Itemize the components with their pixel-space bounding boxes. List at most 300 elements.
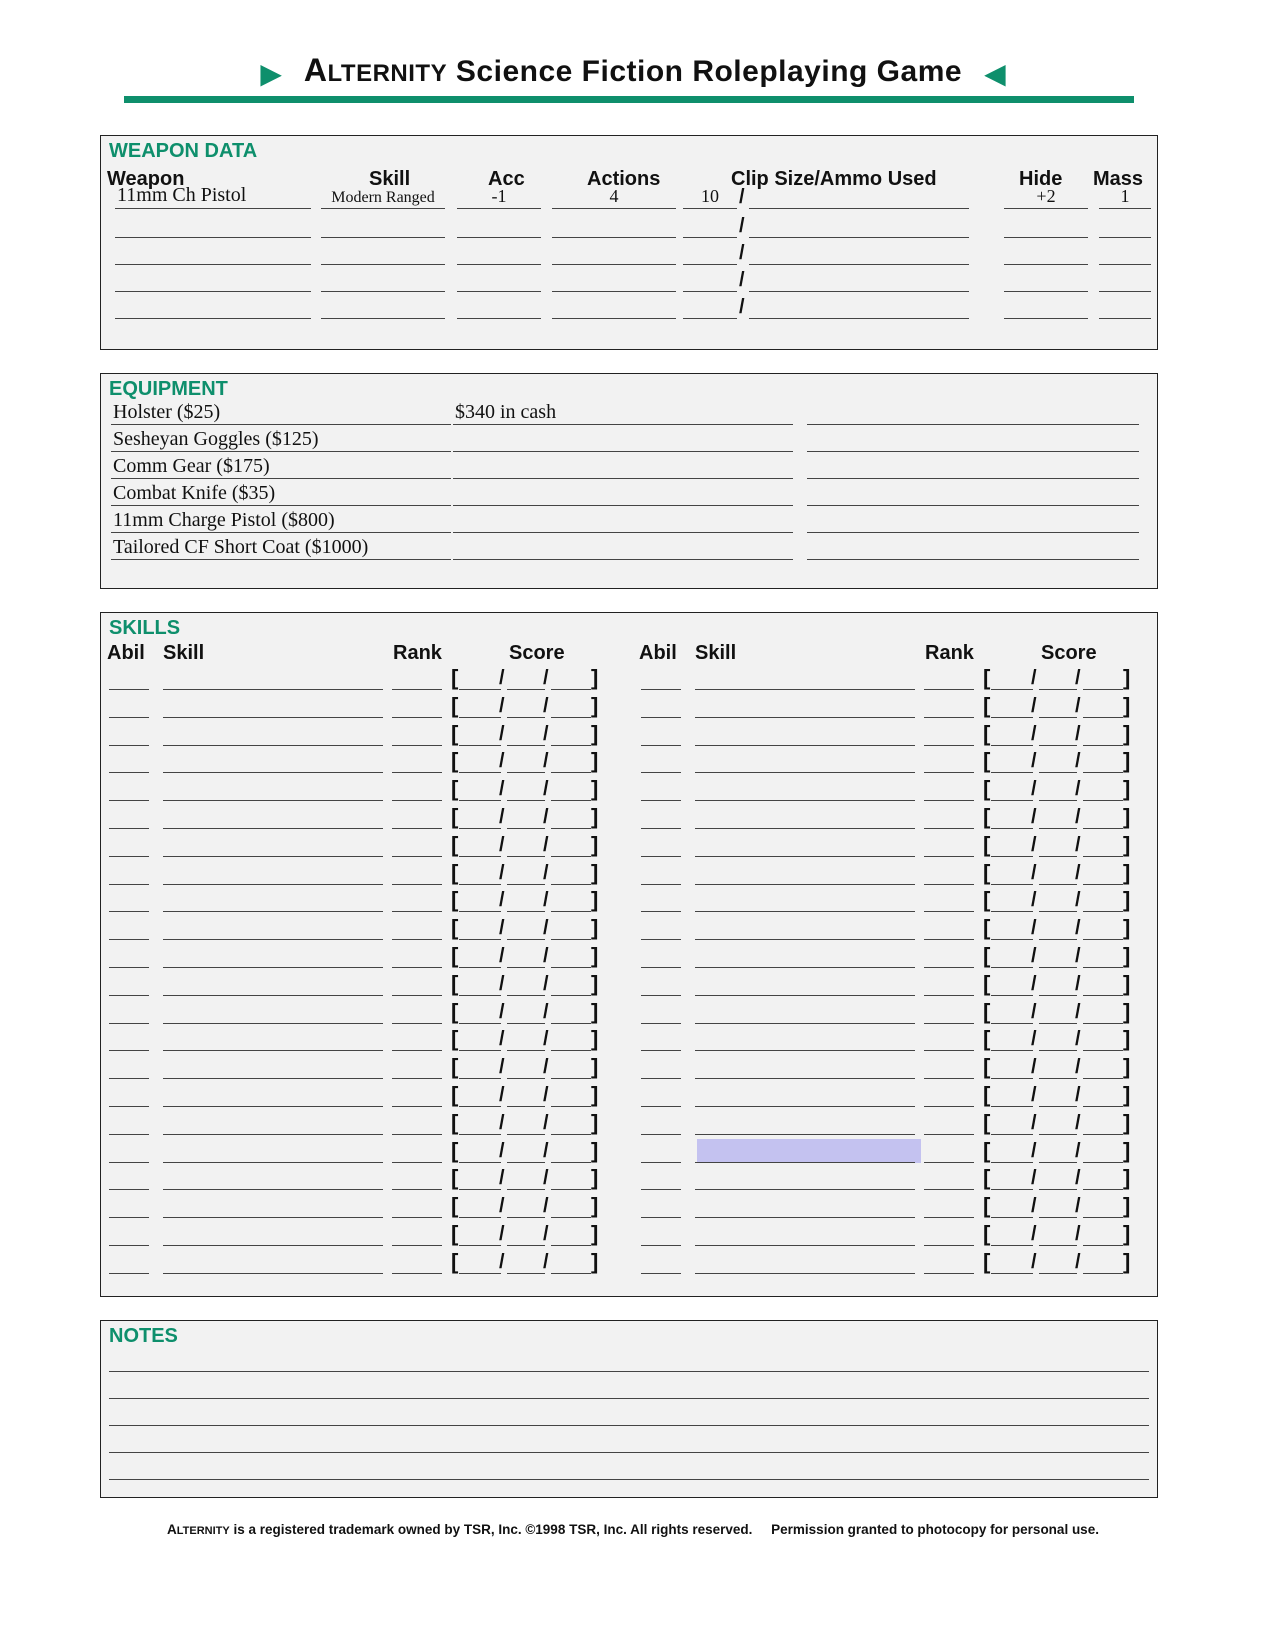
skill-abil-field-right[interactable] [641,884,681,885]
skill-rank-field-right[interactable] [924,967,974,968]
equipment-item-col1[interactable] [111,509,451,533]
skill-abil-field-right[interactable] [641,1245,681,1246]
skill-name-field-left[interactable] [163,1189,383,1190]
skill-abil-field-right[interactable] [641,1217,681,1218]
skill-score-good-right[interactable] [1039,856,1077,857]
weapon-hide-field[interactable] [1004,318,1088,319]
skill-score-amazing-right[interactable] [1083,828,1123,829]
skill-score-ordinary-right[interactable] [991,995,1033,996]
skill-rank-field-right[interactable] [924,800,974,801]
weapon-ammo-field[interactable] [749,264,969,265]
skill-score-good-right[interactable] [1039,1134,1077,1135]
skill-score-amazing-left[interactable] [551,1189,591,1190]
skill-score-amazing-right[interactable] [1083,1050,1123,1051]
equipment-item-col3[interactable] [807,532,1139,533]
skill-score-good-right[interactable] [1039,745,1077,746]
skill-score-good-right[interactable] [1039,995,1077,996]
skill-score-ordinary-right[interactable] [991,745,1033,746]
skill-abil-field-left[interactable] [109,1217,149,1218]
skill-name-field-right[interactable] [695,689,915,690]
skill-score-good-left[interactable] [507,828,545,829]
skill-rank-field-left[interactable] [392,1134,442,1135]
skill-name-field-left[interactable] [163,939,383,940]
skill-score-good-left[interactable] [507,717,545,718]
skill-score-ordinary-right[interactable] [991,856,1033,857]
skill-abil-field-left[interactable] [109,1106,149,1107]
skill-rank-field-left[interactable] [392,745,442,746]
skill-score-good-left[interactable] [507,911,545,912]
skill-score-ordinary-right[interactable] [991,800,1033,801]
skill-score-amazing-right[interactable] [1083,1217,1123,1218]
skill-name-field-right[interactable] [695,717,915,718]
equipment-item-col3[interactable] [807,505,1139,506]
skill-score-good-right[interactable] [1039,1078,1077,1079]
skill-score-ordinary-left[interactable] [459,1189,501,1190]
skill-rank-field-left[interactable] [392,1162,442,1163]
equipment-item-col3[interactable] [807,424,1139,425]
weapon-acc-field[interactable] [457,318,541,319]
skill-name-field-left[interactable] [163,1050,383,1051]
skill-score-ordinary-right[interactable] [991,772,1033,773]
weapon-mass-field[interactable] [1099,291,1151,292]
skill-score-ordinary-left[interactable] [459,911,501,912]
skill-rank-field-left[interactable] [392,689,442,690]
skill-score-amazing-left[interactable] [551,828,591,829]
skill-score-ordinary-right[interactable] [991,717,1033,718]
skill-rank-field-right[interactable] [924,1106,974,1107]
skill-score-good-right[interactable] [1039,1050,1077,1051]
skill-rank-field-left[interactable] [392,828,442,829]
equipment-item-col2[interactable] [453,532,793,533]
skill-abil-field-right[interactable] [641,995,681,996]
skill-rank-field-left[interactable] [392,1106,442,1107]
skill-name-field-left[interactable] [163,800,383,801]
skill-rank-field-left[interactable] [392,1078,442,1079]
skill-rank-field-right[interactable] [924,911,974,912]
skill-name-field-left[interactable] [163,967,383,968]
weapon-actions-field[interactable] [552,237,676,238]
skill-score-good-right[interactable] [1039,967,1077,968]
skill-name-field-right[interactable] [695,1134,915,1135]
skill-score-ordinary-right[interactable] [991,1134,1033,1135]
skill-score-ordinary-left[interactable] [459,939,501,940]
weapon-skill-field[interactable] [321,189,445,209]
skill-score-amazing-left[interactable] [551,1106,591,1107]
skill-score-ordinary-left[interactable] [459,772,501,773]
equipment-item-col1[interactable] [111,455,451,479]
weapon-actions-field[interactable] [552,186,676,209]
skill-name-field-right[interactable] [695,967,915,968]
skill-name-field-left[interactable] [163,689,383,690]
weapon-mass-field[interactable] [1099,186,1151,209]
skill-abil-field-left[interactable] [109,967,149,968]
skill-score-ordinary-right[interactable] [991,967,1033,968]
skill-rank-field-right[interactable] [924,856,974,857]
skill-rank-field-left[interactable] [392,1245,442,1246]
equipment-item-col3[interactable] [807,478,1139,479]
skill-abil-field-left[interactable] [109,717,149,718]
weapon-mass-field[interactable] [1099,318,1151,319]
skill-rank-field-right[interactable] [924,1245,974,1246]
skill-score-ordinary-right[interactable] [991,689,1033,690]
notes-line[interactable] [109,1452,1149,1453]
skill-rank-field-left[interactable] [392,967,442,968]
skill-name-field-right[interactable] [695,1273,915,1274]
skill-score-amazing-left[interactable] [551,856,591,857]
equipment-item-col1[interactable] [111,536,451,560]
skill-score-amazing-right[interactable] [1083,939,1123,940]
notes-line[interactable] [109,1371,1149,1372]
skill-name-field-left[interactable] [163,1023,383,1024]
skill-score-ordinary-right[interactable] [991,828,1033,829]
skill-name-field-right[interactable] [695,856,915,857]
skill-score-amazing-right[interactable] [1083,884,1123,885]
skill-abil-field-left[interactable] [109,911,149,912]
skill-name-field-left[interactable] [163,745,383,746]
skill-abil-field-left[interactable] [109,884,149,885]
skill-rank-field-right[interactable] [924,1023,974,1024]
skill-name-field-right[interactable] [695,1217,915,1218]
skill-score-good-left[interactable] [507,967,545,968]
skill-name-field-left[interactable] [163,1245,383,1246]
skill-score-ordinary-left[interactable] [459,745,501,746]
skill-rank-field-right[interactable] [924,1162,974,1163]
skill-rank-field-right[interactable] [924,884,974,885]
skill-name-field-right[interactable] [695,1078,915,1079]
skill-score-ordinary-left[interactable] [459,1078,501,1079]
skill-rank-field-right[interactable] [924,689,974,690]
skill-score-good-left[interactable] [507,745,545,746]
weapon-acc-field[interactable] [457,237,541,238]
skill-score-good-right[interactable] [1039,1023,1077,1024]
skill-score-amazing-left[interactable] [551,717,591,718]
skill-score-amazing-left[interactable] [551,884,591,885]
skill-score-ordinary-left[interactable] [459,1134,501,1135]
skill-score-good-left[interactable] [507,939,545,940]
skill-abil-field-left[interactable] [109,689,149,690]
skill-score-good-left[interactable] [507,884,545,885]
weapon-ammo-field[interactable] [749,291,969,292]
skill-score-amazing-left[interactable] [551,1162,591,1163]
weapon-clip-field[interactable] [683,291,737,292]
skill-name-field-right[interactable] [695,745,915,746]
skill-score-amazing-right[interactable] [1083,772,1123,773]
weapon-hide-field[interactable] [1004,291,1088,292]
skill-score-good-right[interactable] [1039,828,1077,829]
skill-score-good-left[interactable] [507,772,545,773]
skill-score-ordinary-right[interactable] [991,1189,1033,1190]
skill-score-ordinary-left[interactable] [459,1050,501,1051]
skill-rank-field-right[interactable] [924,1134,974,1135]
skill-abil-field-left[interactable] [109,745,149,746]
skill-abil-field-left[interactable] [109,1273,149,1274]
skill-score-amazing-right[interactable] [1083,911,1123,912]
skill-rank-field-left[interactable] [392,884,442,885]
skill-score-amazing-right[interactable] [1083,800,1123,801]
skill-score-good-right[interactable] [1039,1245,1077,1246]
skill-abil-field-right[interactable] [641,1050,681,1051]
skill-score-good-left[interactable] [507,1273,545,1274]
skill-name-field-right[interactable] [695,1189,915,1190]
skill-score-good-left[interactable] [507,1245,545,1246]
skill-rank-field-left[interactable] [392,772,442,773]
weapon-clip-field[interactable] [683,186,737,209]
skill-abil-field-right[interactable] [641,939,681,940]
equipment-item-col2[interactable] [453,401,793,425]
skill-name-field-right[interactable] [695,772,915,773]
skill-score-good-right[interactable] [1039,1273,1077,1274]
weapon-clip-field[interactable] [683,237,737,238]
skill-score-good-right[interactable] [1039,772,1077,773]
skill-score-amazing-left[interactable] [551,939,591,940]
skill-score-ordinary-left[interactable] [459,967,501,968]
weapon-skill-field[interactable] [321,318,445,319]
skill-score-good-right[interactable] [1039,800,1077,801]
weapon-acc-field[interactable] [457,291,541,292]
skill-score-amazing-left[interactable] [551,1078,591,1079]
skill-score-amazing-left[interactable] [551,800,591,801]
skill-name-field-right[interactable] [695,1245,915,1246]
skill-rank-field-left[interactable] [392,717,442,718]
weapon-ammo-field[interactable] [749,318,969,319]
skill-abil-field-left[interactable] [109,828,149,829]
equipment-item-col1[interactable] [111,428,451,452]
skill-abil-field-right[interactable] [641,772,681,773]
skill-score-good-right[interactable] [1039,1106,1077,1107]
skill-score-amazing-left[interactable] [551,995,591,996]
skill-name-field-left[interactable] [163,911,383,912]
skill-score-ordinary-left[interactable] [459,800,501,801]
skill-rank-field-left[interactable] [392,1217,442,1218]
skill-score-amazing-left[interactable] [551,911,591,912]
skill-abil-field-left[interactable] [109,1023,149,1024]
skill-name-field-left[interactable] [163,1134,383,1135]
skill-abil-field-left[interactable] [109,1245,149,1246]
skill-abil-field-right[interactable] [641,1134,681,1135]
skill-abil-field-left[interactable] [109,939,149,940]
skill-score-good-left[interactable] [507,1162,545,1163]
skill-score-ordinary-right[interactable] [991,1078,1033,1079]
weapon-actions-field[interactable] [552,291,676,292]
skill-score-amazing-left[interactable] [551,1245,591,1246]
equipment-item-col1[interactable] [111,401,451,425]
equipment-item-col2[interactable] [453,451,793,452]
skill-score-good-left[interactable] [507,800,545,801]
skill-score-ordinary-right[interactable] [991,1023,1033,1024]
skill-abil-field-left[interactable] [109,1078,149,1079]
skill-score-ordinary-left[interactable] [459,884,501,885]
equipment-item-col2[interactable] [453,559,793,560]
skill-abil-field-right[interactable] [641,800,681,801]
skill-name-field-left[interactable] [163,995,383,996]
skill-score-good-right[interactable] [1039,884,1077,885]
skill-score-ordinary-right[interactable] [991,1217,1033,1218]
skill-name-field-right[interactable] [695,911,915,912]
skill-score-amazing-right[interactable] [1083,717,1123,718]
skill-score-ordinary-right[interactable] [991,911,1033,912]
skill-name-field-right[interactable] [695,884,915,885]
skill-score-amazing-left[interactable] [551,967,591,968]
skill-score-good-left[interactable] [507,1050,545,1051]
weapon-mass-field[interactable] [1099,264,1151,265]
skill-name-field-left[interactable] [163,828,383,829]
skill-score-ordinary-left[interactable] [459,689,501,690]
skill-score-amazing-right[interactable] [1083,1189,1123,1190]
skill-score-amazing-left[interactable] [551,689,591,690]
weapon-clip-field[interactable] [683,264,737,265]
skill-score-ordinary-left[interactable] [459,1245,501,1246]
skill-name-field-right[interactable] [695,800,915,801]
equipment-item-col1[interactable] [111,482,451,506]
skill-name-field-left[interactable] [163,1106,383,1107]
skill-score-amazing-right[interactable] [1083,1273,1123,1274]
skill-score-amazing-right[interactable] [1083,1023,1123,1024]
skill-abil-field-left[interactable] [109,995,149,996]
skill-name-field-left[interactable] [163,856,383,857]
skill-rank-field-right[interactable] [924,1050,974,1051]
skill-abil-field-right[interactable] [641,1273,681,1274]
skill-abil-field-right[interactable] [641,689,681,690]
equipment-item-col3[interactable] [807,559,1139,560]
skill-rank-field-left[interactable] [392,1189,442,1190]
skill-score-ordinary-right[interactable] [991,1245,1033,1246]
weapon-name-field[interactable] [115,291,311,292]
skill-name-field-left[interactable] [163,772,383,773]
skill-rank-field-left[interactable] [392,995,442,996]
weapon-skill-field[interactable] [321,237,445,238]
weapon-hide-field[interactable] [1004,264,1088,265]
skill-score-good-left[interactable] [507,1078,545,1079]
weapon-name-field[interactable] [115,184,311,209]
skill-abil-field-left[interactable] [109,772,149,773]
skill-score-ordinary-left[interactable] [459,1106,501,1107]
skill-score-ordinary-left[interactable] [459,1023,501,1024]
skill-name-field-right[interactable] [695,995,915,996]
selected-field-highlight[interactable] [697,1139,921,1163]
skill-abil-field-right[interactable] [641,856,681,857]
skill-abil-field-right[interactable] [641,1162,681,1163]
skill-score-good-right[interactable] [1039,1189,1077,1190]
skill-score-good-right[interactable] [1039,939,1077,940]
skill-score-amazing-left[interactable] [551,745,591,746]
skill-abil-field-right[interactable] [641,1189,681,1190]
skill-rank-field-right[interactable] [924,745,974,746]
skill-rank-field-right[interactable] [924,717,974,718]
skill-name-field-right[interactable] [695,939,915,940]
skill-score-ordinary-right[interactable] [991,1273,1033,1274]
skill-score-amazing-right[interactable] [1083,1106,1123,1107]
skill-score-amazing-left[interactable] [551,1217,591,1218]
skill-abil-field-left[interactable] [109,1050,149,1051]
skill-score-amazing-left[interactable] [551,1273,591,1274]
skill-name-field-left[interactable] [163,1273,383,1274]
skill-score-amazing-left[interactable] [551,1023,591,1024]
skill-score-good-right[interactable] [1039,1217,1077,1218]
skill-abil-field-right[interactable] [641,1023,681,1024]
skill-score-ordinary-left[interactable] [459,995,501,996]
notes-line[interactable] [109,1398,1149,1399]
skill-abil-field-left[interactable] [109,800,149,801]
skill-rank-field-right[interactable] [924,939,974,940]
skill-score-amazing-right[interactable] [1083,1245,1123,1246]
weapon-name-field[interactable] [115,264,311,265]
skill-rank-field-right[interactable] [924,1273,974,1274]
skill-score-ordinary-left[interactable] [459,1162,501,1163]
skill-score-amazing-right[interactable] [1083,689,1123,690]
skill-abil-field-right[interactable] [641,911,681,912]
skill-rank-field-left[interactable] [392,800,442,801]
skill-abil-field-right[interactable] [641,1106,681,1107]
skill-score-ordinary-right[interactable] [991,1050,1033,1051]
weapon-clip-field[interactable] [683,318,737,319]
skill-name-field-left[interactable] [163,717,383,718]
skill-score-amazing-right[interactable] [1083,856,1123,857]
skill-name-field-left[interactable] [163,1217,383,1218]
skill-score-good-left[interactable] [507,1134,545,1135]
equipment-item-col3[interactable] [807,451,1139,452]
skill-abil-field-left[interactable] [109,856,149,857]
skill-rank-field-right[interactable] [924,995,974,996]
skill-name-field-right[interactable] [695,1050,915,1051]
skill-score-good-right[interactable] [1039,717,1077,718]
weapon-acc-field[interactable] [457,264,541,265]
skill-rank-field-right[interactable] [924,828,974,829]
skill-score-ordinary-left[interactable] [459,856,501,857]
skill-rank-field-left[interactable] [392,911,442,912]
skill-score-good-left[interactable] [507,1217,545,1218]
weapon-name-field[interactable] [115,237,311,238]
weapon-mass-field[interactable] [1099,237,1151,238]
skill-score-amazing-left[interactable] [551,772,591,773]
skill-abil-field-left[interactable] [109,1134,149,1135]
equipment-item-col2[interactable] [453,478,793,479]
skill-rank-field-left[interactable] [392,1023,442,1024]
skill-score-good-left[interactable] [507,689,545,690]
weapon-name-field[interactable] [115,318,311,319]
skill-abil-field-left[interactable] [109,1162,149,1163]
skill-rank-field-left[interactable] [392,856,442,857]
skill-abil-field-right[interactable] [641,717,681,718]
skill-score-good-left[interactable] [507,995,545,996]
skill-score-ordinary-left[interactable] [459,717,501,718]
weapon-actions-field[interactable] [552,264,676,265]
skill-rank-field-right[interactable] [924,1189,974,1190]
weapon-skill-field[interactable] [321,291,445,292]
skill-score-ordinary-right[interactable] [991,939,1033,940]
skill-rank-field-left[interactable] [392,1050,442,1051]
skill-rank-field-left[interactable] [392,939,442,940]
skill-name-field-left[interactable] [163,1078,383,1079]
equipment-item-col2[interactable] [453,505,793,506]
skill-score-ordinary-right[interactable] [991,1106,1033,1107]
skill-abil-field-right[interactable] [641,967,681,968]
skill-score-amazing-right[interactable] [1083,967,1123,968]
skill-score-amazing-left[interactable] [551,1050,591,1051]
skill-score-ordinary-left[interactable] [459,1273,501,1274]
weapon-actions-field[interactable] [552,318,676,319]
weapon-hide-field[interactable] [1004,237,1088,238]
weapon-acc-field[interactable] [457,186,541,209]
skill-name-field-right[interactable] [695,828,915,829]
skill-score-good-left[interactable] [507,1023,545,1024]
skill-score-good-left[interactable] [507,1106,545,1107]
skill-score-good-right[interactable] [1039,689,1077,690]
weapon-ammo-field[interactable] [749,237,969,238]
notes-line[interactable] [109,1425,1149,1426]
skill-name-field-left[interactable] [163,884,383,885]
skill-name-field-left[interactable] [163,1162,383,1163]
weapon-ammo-field[interactable] [749,208,969,209]
